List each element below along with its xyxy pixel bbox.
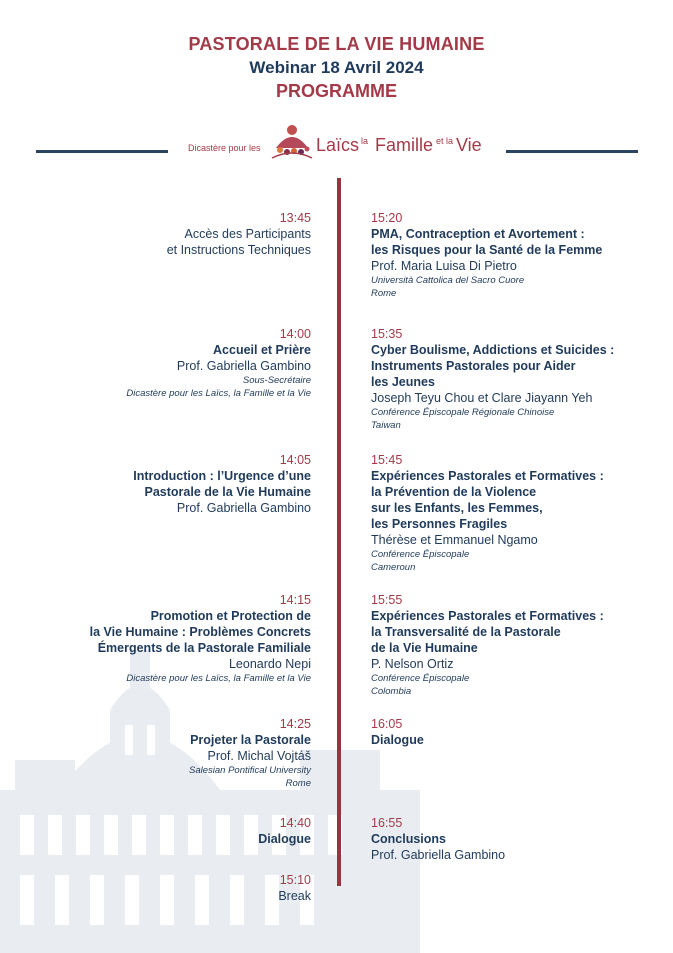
program-item xyxy=(133,452,311,516)
item-title: Instruments Pastorales pour Aider xyxy=(371,359,576,373)
speaker-name: Joseph Teyu Chou et Clare Jiayann Yeh xyxy=(371,391,593,405)
time-label: 14:25 xyxy=(279,717,311,731)
time-label: 15:20 xyxy=(371,211,403,225)
time-label: 15:55 xyxy=(371,593,403,607)
speaker-affiliation: Cameroun xyxy=(371,562,416,573)
speaker-name: Prof. Gabriella Gambino xyxy=(176,501,311,515)
speaker-affiliation: Università Cattolica del Sacro Cuore xyxy=(371,275,525,286)
speaker-affiliation: Conférence Épiscopale xyxy=(371,549,470,560)
program-item xyxy=(258,815,311,847)
basilica-silhouette-background xyxy=(0,640,420,953)
time-label: 15:10 xyxy=(279,873,311,887)
item-title: Dialogue xyxy=(258,832,311,846)
item-title: les Risques pour la Santé de la Femme xyxy=(371,243,603,257)
program-item xyxy=(371,716,424,748)
speaker-affiliation: Conférence Épiscopale xyxy=(371,673,470,684)
logo-text-etla: et la xyxy=(436,136,454,146)
webinar-date: Webinar 18 Avril 2024 xyxy=(249,58,424,77)
speaker-name: Prof. Maria Luisa Di Pietro xyxy=(371,259,517,273)
item-title: Projeter la Pastorale xyxy=(190,733,311,747)
item-title: PMA, Contraception et Avortement : xyxy=(371,227,585,241)
item-title: sur les Enfants, les Femmes, xyxy=(371,501,543,515)
dicastery-logo xyxy=(188,118,488,168)
speaker-name: Thérèse et Emmanuel Ngamo xyxy=(371,533,538,547)
speaker-affiliation: Dicastère pour les Laïcs, la Famille et la Vie xyxy=(126,388,311,399)
program-item xyxy=(371,452,604,574)
speaker-affiliation: Conférence Épiscopale Régionale Chinoise xyxy=(371,407,555,418)
speaker-name: Prof. Gabriella Gambino xyxy=(371,848,506,862)
header-divider-right xyxy=(506,150,638,153)
time-label: 16:05 xyxy=(371,717,403,731)
item-text: Break xyxy=(278,889,311,903)
speaker-affiliation: Rome xyxy=(371,288,397,299)
time-label: 15:45 xyxy=(371,453,403,467)
speaker-affiliation: Dicastère pour les Laïcs, la Famille et la Vie xyxy=(126,673,311,684)
speaker-affiliation: Salesian Pontifical University xyxy=(189,765,311,776)
dicastery-emblem-icon xyxy=(270,118,314,164)
item-title: de la Vie Humaine xyxy=(371,641,478,655)
item-title: Pastorale de la Vie Humaine xyxy=(144,485,311,499)
item-text: Accès des Participants xyxy=(184,227,311,241)
speaker-name: Leonardo Nepi xyxy=(228,657,311,671)
item-text: et Instructions Techniques xyxy=(166,243,311,257)
time-label: 15:35 xyxy=(371,327,403,341)
time-label: 14:40 xyxy=(279,816,311,830)
speaker-affiliation: Rome xyxy=(285,778,311,789)
item-title: les Jeunes xyxy=(371,375,435,389)
item-title: la Prévention de la Violence xyxy=(371,485,537,499)
program-item xyxy=(189,716,311,790)
speaker-affiliation: Taiwan xyxy=(371,420,401,431)
time-label: 16:55 xyxy=(371,816,403,830)
item-title: Introduction : l’Urgence d’une xyxy=(133,469,311,483)
item-title: Expériences Pastorales et Formatives : xyxy=(371,609,604,623)
event-title: PASTORALE DE LA VIE HUMAINE xyxy=(188,34,485,54)
item-title: Émergents de la Pastorale Familiale xyxy=(97,641,311,655)
time-label: 14:00 xyxy=(279,327,311,341)
time-label: 13:45 xyxy=(279,211,311,225)
item-title: la Vie Humaine : Problèmes Concrets xyxy=(89,625,311,639)
time-label: 14:15 xyxy=(279,593,311,607)
logo-text-famille: Famille xyxy=(375,135,434,155)
item-title: les Personnes Fragiles xyxy=(371,517,508,531)
speaker-name: P. Nelson Ortiz xyxy=(371,657,454,671)
logo-text-la: la xyxy=(361,136,369,146)
header-divider-left xyxy=(36,150,168,153)
logo-text-vie: Vie xyxy=(456,135,482,155)
speaker-affiliation: Colombia xyxy=(371,686,412,697)
time-label: 14:05 xyxy=(279,453,311,467)
item-title: Expériences Pastorales et Formatives : xyxy=(371,469,604,483)
program-item xyxy=(278,872,311,904)
logo-text-dicastere: Dicastère pour les xyxy=(188,143,261,153)
speaker-name: Prof. Michal Vojtáš xyxy=(207,749,311,763)
program-item xyxy=(90,592,311,685)
logo-text-laics: Laïcs xyxy=(316,135,360,155)
speaker-name: Prof. Gabriella Gambino xyxy=(176,359,311,373)
program-item xyxy=(126,326,311,400)
item-title: Dialogue xyxy=(371,733,424,747)
item-title: Promotion et Protection de xyxy=(150,609,311,623)
timeline-divider xyxy=(337,178,341,886)
program-item xyxy=(167,210,311,258)
program-item xyxy=(371,592,604,698)
program-item xyxy=(371,326,614,432)
program-item xyxy=(371,815,505,863)
programme-heading: PROGRAMME xyxy=(276,81,397,101)
program-item xyxy=(371,210,602,300)
item-title: Conclusions xyxy=(371,832,447,846)
item-title: la Transversalité de la Pastorale xyxy=(371,625,561,639)
item-title: Cyber Boulisme, Addictions et Suicides : xyxy=(371,343,615,357)
speaker-affiliation: Sous-Secrétaire xyxy=(242,375,311,386)
item-title: Accueil et Prière xyxy=(213,343,311,357)
